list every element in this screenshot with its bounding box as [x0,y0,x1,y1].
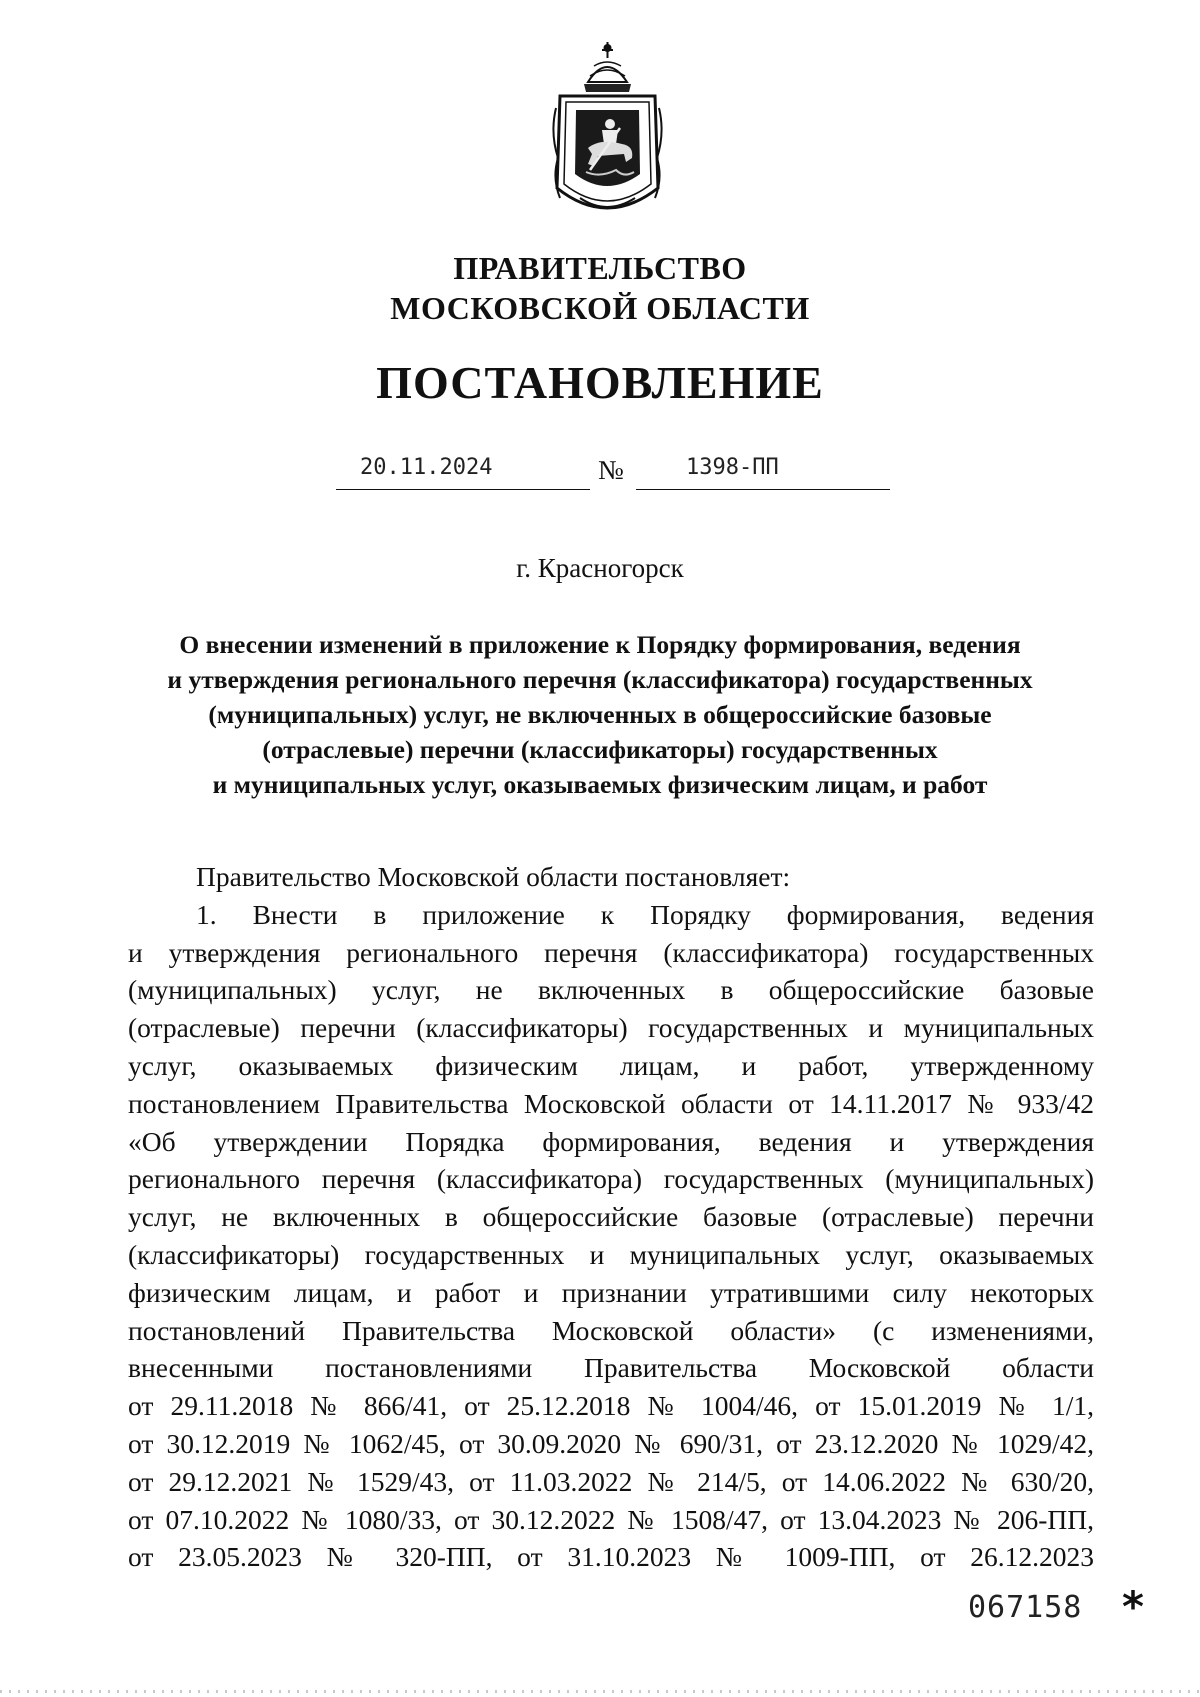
body-line: услуг, не включенных в общероссийские базовые (отраслевые) перечни [128,1201,1094,1233]
document-title [0,627,1200,802]
title-line: (муниципальных) услуг, не включенных в общероссийские базовые [208,700,992,729]
title-line: О внесении изменений в приложение к Порядку формирования, ведения [179,630,1021,659]
body-line: от 29.12.2021 № 1529/43, от 11.03.2022 № 214/5, от 14.06.2022 № 630/20, [128,1465,1094,1497]
body-line: и утверждения регионального перечня (классификатора) государственных [128,936,1094,968]
government-name-line-1: ПРАВИТЕЛЬСТВО [453,250,747,286]
body-line: (муниципальных) услуг, не включенных в общероссийские базовые [128,974,1094,1006]
document-number: 1398-ПП [686,455,779,480]
scan-edge-dots [0,1690,1200,1693]
title-line: (отраслевые) перечни (классификаторы) государственных [262,735,938,764]
body-line: услуг, оказываемых физическим лицам, и работ, утвержденному [128,1049,1094,1081]
coat-of-arms-icon [550,38,665,223]
asterisk-mark: * [1122,1582,1144,1631]
date-field [336,455,590,490]
title-line: и муниципальных услуг, оказываемых физическим лицам, и работ [212,770,988,799]
preamble: Правительство Московской области постановляет: [196,861,791,892]
body-line: внесенными постановлениями Правительства Московской области [128,1352,1094,1384]
body-line: (отраслевые) перечни (классификаторы) государственных и муниципальных [128,1012,1094,1044]
body-line: физическим лицам, и работ и признании утратившими силу некоторых [128,1276,1094,1308]
city: г. Красногорск [516,553,684,583]
document-date: 20.11.2024 [360,455,493,480]
body-line: от 30.12.2019 № 1062/45, от 30.09.2020 № 690/31, от 23.12.2020 № 1029/42, [128,1427,1094,1459]
body-line: «Об утверждении Порядка формирования, ведения и утверждения [128,1125,1094,1157]
document-type: ПОСТАНОВЛЕНИЕ [376,357,824,408]
body-line: от 29.11.2018 № 866/41, от 25.12.2018 № 1004/46, от 15.01.2019 № 1/1, [128,1390,1094,1422]
body-line: от 23.05.2023 № 320-ПП, от 31.10.2023 № 1009-ПП, от 26.12.2023 [128,1541,1094,1573]
body-line: регионального перечня (классификатора) государственных (муниципальных) [128,1163,1094,1195]
body-line: постановлений Правительства Московской области» (с изменениями, [128,1314,1094,1346]
number-sign: № [598,455,624,485]
body-line: постановлением Правительства Московской области от 14.11.2017 № 933/42 [128,1087,1094,1119]
body-line: 1. Внести в приложение к Порядку формирования, ведения [196,898,1094,930]
body-text [128,858,1094,1576]
body-line: от 07.10.2022 № 1080/33, от 30.12.2022 № 1508/47, от 13.04.2023 № 206-ПП, [128,1503,1094,1535]
form-serial-number: 067158 [968,1590,1083,1625]
title-line: и утверждения регионального перечня (классификатора) государственных [167,665,1033,694]
number-field [636,455,890,490]
body-line: (классификаторы) государственных и муниципальных услуг, оказываемых [128,1238,1094,1270]
government-name-line-2: МОСКОВСКОЙ ОБЛАСТИ [390,290,810,326]
